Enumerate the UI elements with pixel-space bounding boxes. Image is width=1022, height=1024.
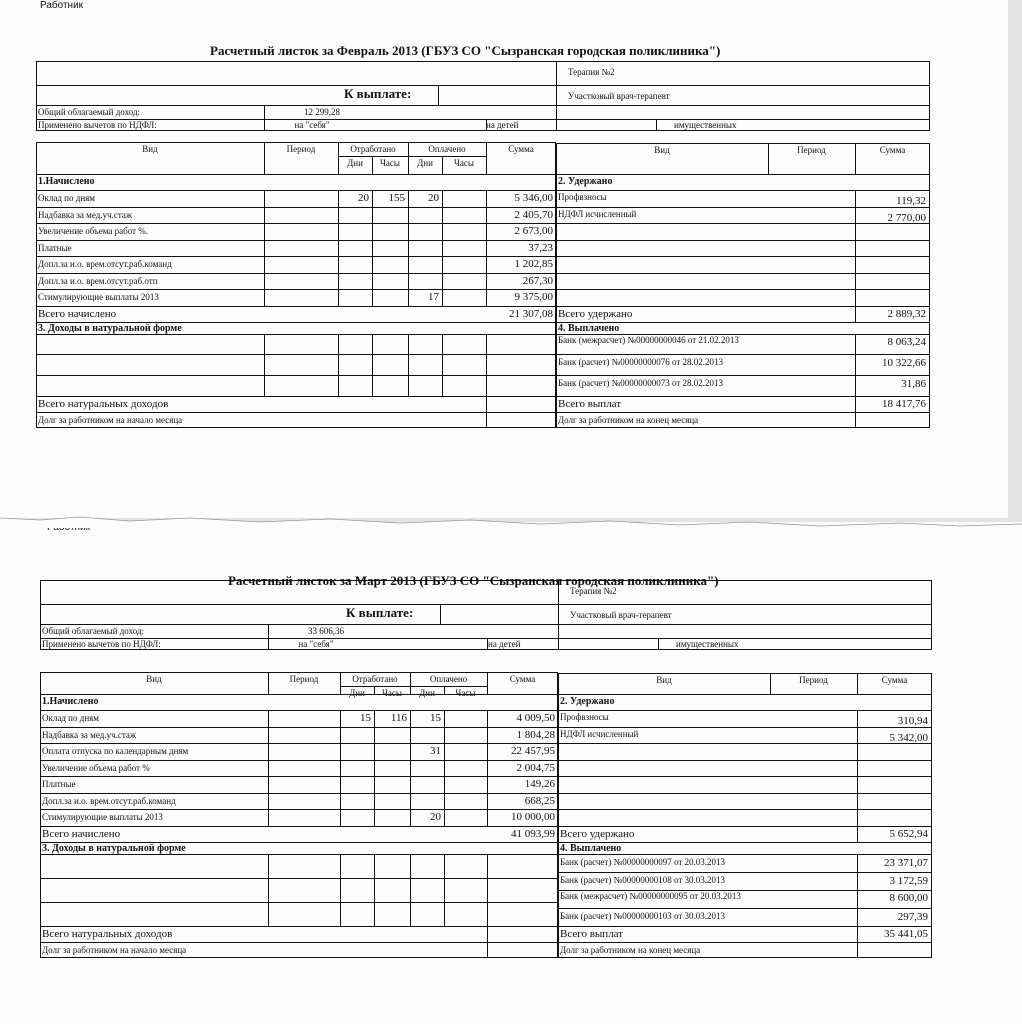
grid-line [40,878,558,879]
payment-item-name: Банк (расчет) №00000000108 от 30.03.2013 [560,874,726,885]
grid-line [36,334,556,335]
withheld-section-title: 2. Удержано [560,696,615,707]
withheld-item-name: НДФЛ исчисленный [558,208,637,219]
grid-line [264,190,265,306]
grid-line [558,580,559,650]
accrued-item-sum: 2 405,70 [514,208,553,221]
position-label: Участковый врач-терапевт [568,91,670,101]
debt-start-label: Долг за работником на начало месяца [42,944,187,955]
payslip-title: Расчетный листок за Февраль 2013 (ГБУЗ СО "Сызранская городская поликлиника") [210,43,721,58]
withheld-item-sum: 2 770,00 [887,211,926,224]
grid-line [855,240,930,241]
payslip-title: Расчетный листок за Март 2013 (ГБУЗ СО "Сызранская городская поликлиника") [228,573,719,588]
accrued-item-name: Платные [38,242,72,253]
deductions-label: Применено вычетов по НДФЛ: [38,120,157,130]
col-worked-hours: Часы [380,158,400,168]
grid-line [556,396,930,397]
payment-item-sum: 23 371,07 [884,856,928,869]
withheld-item-name: Профвзносы [558,192,607,202]
col-worked-hours: Часы [382,688,402,698]
grid-line [340,710,341,826]
grid-line [558,872,932,873]
grid-line [40,760,558,761]
grid-line [855,273,930,274]
debt-start-label: Долг за работником на начало месяца [38,414,183,425]
grid-line [408,334,409,396]
position-label: Участковый врач-терапевт [570,610,672,620]
total-paid-label: Всего выплат [558,397,622,410]
accrued-item-sum: 37,23 [528,241,553,254]
grid-line [410,854,411,926]
grid-line [40,942,558,943]
accrued-item-name: Платные [42,779,76,789]
payment-item-sum: 10 322,66 [882,357,926,370]
natural-section-title: 3. Доходы в натуральной форме [38,322,182,334]
grid-line [556,273,855,274]
grid-line [410,710,411,826]
grid-line [558,727,857,728]
paper-tear-edge [0,514,1022,528]
grid-line [558,710,857,711]
accrued-item-name: Оклад по дням [42,713,99,723]
grid-line [372,334,373,396]
payment-item-name: Банк (расчет) №00000000073 от 28.02.2013 [558,377,724,388]
accrued-item-sum: 668,25 [524,794,555,807]
taxable-income-value: 12 299,28 [304,107,340,117]
payslip-table [0,522,1022,1024]
grid-line [40,826,558,827]
total-paid-value: 18 417,76 [882,397,926,410]
grid-line [556,190,855,191]
accrued-item-sum: 2 673,00 [514,225,553,237]
grid-line [558,926,932,927]
grid-line [855,289,930,290]
grid-line [556,240,855,241]
accrued-item-sum: 9 375,00 [514,291,553,303]
taxable-income-label: Общий облагаемый доход: [42,626,145,636]
accrued-item-name: Надбавка за мед.уч.стаж [38,209,133,220]
grid-line [438,85,439,105]
col-worked-days: Дни [347,158,363,168]
grid-line [40,776,558,777]
grid-line [558,776,857,777]
accrued-paid-days: 20 [428,192,439,204]
grid-line [36,306,556,307]
col-withheld-vid: Вид [654,145,670,155]
grid-line [558,694,932,695]
grid-line [558,809,857,810]
grid-line [372,190,373,306]
payslip-sheet-february [0,0,1008,518]
deductions-label: Применено вычетов по НДФЛ: [42,639,161,649]
grid-line [556,174,930,175]
grid-line [556,412,930,413]
accrued-item-sum: 10 000,00 [511,811,555,823]
grid-line [556,334,930,335]
payment-item-sum: 8 600,00 [889,891,928,904]
paid-section-title: 4. Выплачено [560,842,622,854]
grid-line [857,710,932,711]
grid-line [857,793,932,794]
grid-line [268,710,269,826]
accrued-item-sum: 2 004,75 [516,761,555,774]
taxable-income-value: 33 606,36 [308,626,344,636]
total-withheld-label: Всего удержано [558,307,633,320]
total-withheld-label: Всего удержано [560,827,635,840]
grid-line [487,638,488,650]
col-withheld-period: Период [797,145,826,155]
grid-line [36,105,930,106]
grid-line [264,105,265,131]
grid-line [36,256,556,257]
col-withheld-sum: Сумма [881,675,908,685]
withheld-item-sum: 310,94 [897,715,928,727]
grid-line [486,396,487,428]
grid-line [40,793,558,794]
accrued-item-name: Стимулирующие выплаты 2013 [38,292,159,302]
accrued-item-sum: 149,26 [524,778,555,790]
grid-line [36,190,556,191]
grid-line [444,854,445,926]
col-worked-days: Дни [349,688,365,698]
department-label: Терапия №2 [568,67,615,77]
grid-line [855,256,930,257]
accrued-item-sum: 1 202,85 [514,258,553,270]
grid-line [36,396,556,397]
grid-line [486,334,487,396]
grid-line [36,354,556,355]
accrued-item-name: Надбавка за мед.уч.стаж [42,729,137,740]
deduction-self: на "себя" [294,120,330,130]
grid-line [855,306,930,307]
col-worked: Отработано [352,674,398,684]
grid-line [40,604,558,605]
grid-line [556,223,855,224]
accrued-paid-days: 17 [428,291,439,303]
payment-item-sum: 8 063,24 [887,335,926,348]
accrued-worked-hours: 155 [388,192,405,204]
grid-line [40,926,558,927]
grid-line [36,273,556,274]
accrued-item-name: Увеличение объема работ %. [38,226,149,236]
paid-section-title: 4. Выплачено [558,322,620,334]
col-paid-hours: Часы [455,688,476,698]
grid-line [556,256,855,257]
grid-line [558,908,932,909]
total-accrued-value: 41 093,99 [511,827,555,840]
accrued-worked-hours: 116 [390,712,407,724]
grid-line [857,710,858,842]
total-withheld-value: 5 652,94 [889,827,928,840]
grid-line [36,375,556,376]
accrued-item-sum: 267,30 [522,274,553,287]
col-paid-days: Дни [417,158,433,168]
total-paid-value: 35 441,05 [884,927,928,940]
grid-line [340,686,487,687]
grid-line [338,190,339,306]
grid-line [442,334,443,396]
col-withheld-vid: Вид [656,675,672,685]
grid-line [36,223,556,224]
grid-line [268,624,269,650]
withheld-item-name: Профвзносы [560,712,609,722]
accrued-item-name: Оплата отпуска по календарным дням [42,746,189,756]
grid-line [340,854,341,926]
total-natural-label: Всего натуральных доходов [42,927,173,940]
col-sum: Сумма [508,144,534,154]
withheld-item-name: НДФЛ исчисленный [560,728,639,739]
col-worked: Отработано [350,144,396,154]
accrued-paid-days: 20 [430,811,441,823]
grid-line [656,119,657,131]
accrued-item-name: Допл.за и.о. врем.отсут.раб.команд [38,259,172,269]
grid-line [40,809,558,810]
grid-line [486,119,487,131]
grid-line [556,289,855,290]
natural-section-title: 3. Доходы в натуральной форме [42,842,186,854]
col-period: Период [289,674,319,684]
total-natural-label: Всего натуральных доходов [38,397,169,410]
grid-line [374,854,375,926]
grid-line [338,334,339,396]
grid-line [556,61,557,131]
deduction-property: имущественных [676,639,739,649]
deduction-self: на "себя" [298,639,334,649]
accrued-item-name: Стимулирующие выплаты 2013 [42,812,163,822]
grid-line [408,190,409,306]
payment-item-name: Банк (межрасчет) №00000000095 от 20.03.2013 [560,890,741,901]
grid-line [556,306,855,307]
grid-line [558,854,932,855]
grid-line [268,854,269,926]
worker-label: Работник [40,0,84,11]
grid-line [444,710,445,826]
grid-line [558,942,932,943]
grid-line [36,240,556,241]
grid-line [40,902,558,903]
debt-end-label: Долг за работником на конец месяца [560,944,701,955]
to-pay-label: К выплате: [344,86,412,101]
col-paid-hours: Часы [454,158,474,168]
withheld-item-sum: 119,32 [896,195,926,207]
grid-line [338,156,486,157]
grid-line [556,354,930,355]
grid-line [857,760,932,761]
col-paid: Оплачено [429,674,468,684]
col-sum: Сумма [509,674,536,684]
grid-line [36,174,556,175]
accrued-item-sum: 5 346,00 [514,192,553,204]
withheld-section-title: 2. Удержано [558,176,613,187]
total-accrued-value: 21 307,08 [509,307,553,320]
total-accrued-label: Всего начислено [42,827,121,840]
col-paid: Оплачено [428,144,466,154]
grid-line [855,190,930,191]
col-withheld-sum: Сумма [879,145,906,155]
department-label: Терапия №2 [570,586,617,596]
payment-item-sum: 297,39 [897,910,928,923]
col-vid: Вид [142,144,158,154]
deduction-children: на детей [488,639,521,649]
accrued-item-name: Оклад по дням [38,193,95,203]
total-paid-label: Всего выплат [560,927,624,940]
grid-line [857,826,932,827]
grid-line [487,926,488,958]
col-paid-days: Дни [419,688,435,698]
grid-line [857,776,932,777]
col-period: Период [286,144,316,154]
col-withheld-period: Период [799,675,828,685]
grid-line [40,854,558,855]
accrued-item-sum: 1 804,28 [516,728,555,741]
grid-line [442,190,443,306]
grid-line [556,375,930,376]
grid-line [40,624,932,625]
payment-item-sum: 31,86 [901,377,926,390]
grid-line [40,710,558,711]
total-withheld-value: 2 889,32 [887,307,926,320]
accrued-worked-days: 15 [360,712,371,724]
col-vid: Вид [146,674,162,684]
grid-line [857,809,932,810]
accrued-item-name: Допл.за и.о. врем.отсут.раб.команд [42,795,176,806]
payment-item-name: Банк (межрасчет) №00000000046 от 21.02.2013 [558,334,739,345]
grid-line [40,727,558,728]
grid-line [440,604,441,624]
grid-line [40,743,558,744]
accrued-item-name: Допл.за и.о. врем.отсут.раб.отп [38,275,158,286]
grid-line [36,412,556,413]
accrued-section-title: 1.Начислено [42,696,99,707]
accrued-section-title: 1.Начислено [38,176,95,187]
payslip-table [0,0,1008,518]
debt-end-label: Долг за работником на конец месяца [558,414,699,425]
grid-line [658,638,659,650]
payment-item-name: Банк (расчет) №00000000103 от 30.03.2013 [560,910,726,921]
payment-item-name: Банк (расчет) №00000000097 от 20.03.2013 [560,856,726,867]
total-accrued-label: Всего начислено [38,307,117,320]
accrued-worked-days: 20 [358,192,369,204]
grid-line [558,760,857,761]
withheld-item-sum: 5 342,00 [889,731,928,744]
grid-line [558,793,857,794]
grid-line [36,289,556,290]
grid-line [374,710,375,826]
grid-line [264,334,265,396]
grid-line [556,85,930,86]
grid-line [556,207,855,208]
grid-line [558,604,932,605]
grid-line [558,743,857,744]
accrued-item-sum: 4 009,50 [516,712,555,724]
payment-item-name: Банк (расчет) №00000000076 от 28.02.2013 [558,357,724,368]
accrued-paid-days: 15 [430,712,441,724]
accrued-item-name: Увеличение объема работ % [42,762,150,773]
deduction-property: имущественных [674,120,737,130]
deduction-children: на детей [486,120,519,130]
taxable-income-label: Общий облагаемый доход: [38,107,141,117]
payment-item-sum: 3 172,59 [889,874,928,887]
to-pay-label: К выплате: [346,605,414,620]
payslip-sheet-march [0,522,1022,1024]
accrued-paid-days: 31 [430,745,441,757]
grid-line [558,826,857,827]
grid-line [36,207,556,208]
grid-line [487,854,488,926]
accrued-item-sum: 22 457,95 [511,745,555,757]
grid-line [36,85,556,86]
grid-line [855,190,856,322]
